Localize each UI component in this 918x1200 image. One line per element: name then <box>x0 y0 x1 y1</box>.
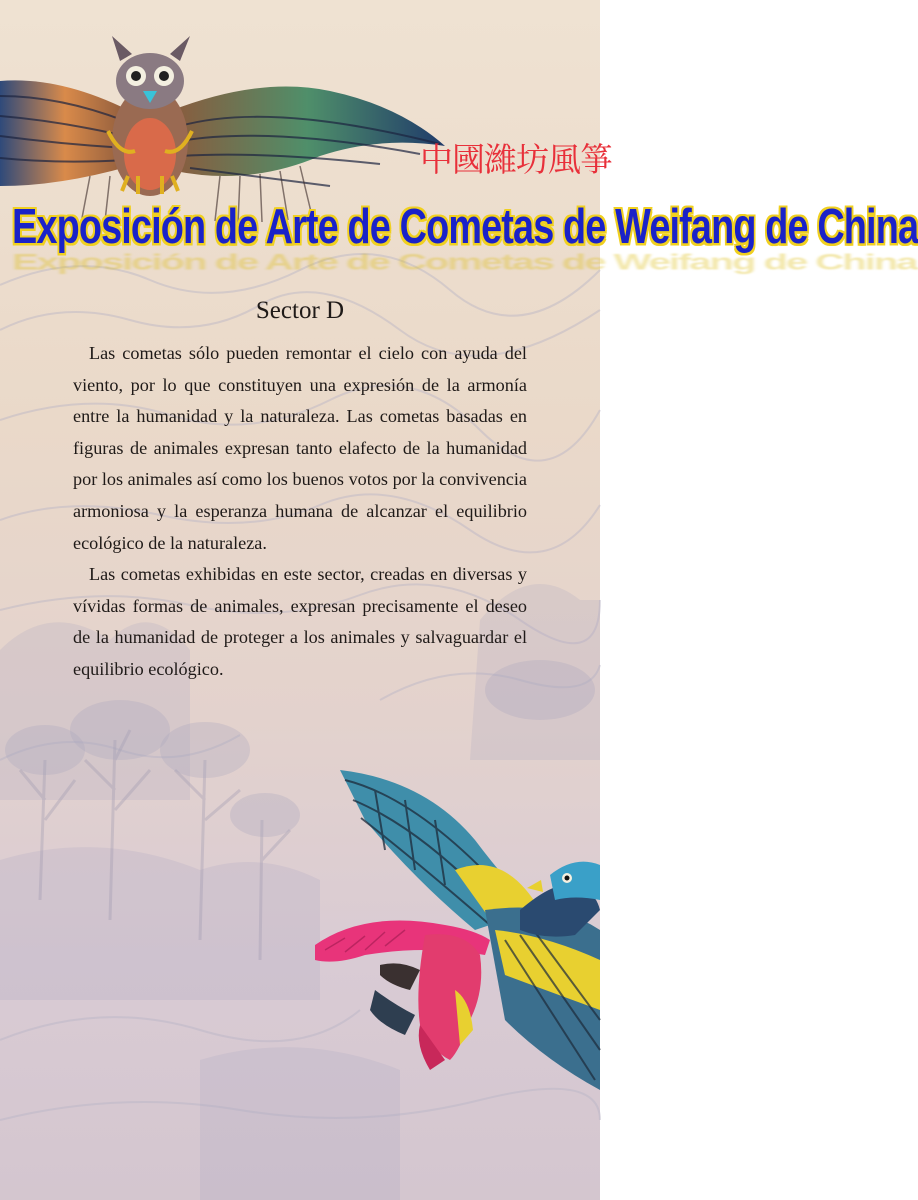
spanish-title-reflection: Exposición de Arte de Cometas de Weifang de China <box>12 250 917 275</box>
bird-kite-image <box>305 760 600 1090</box>
chinese-title: 中國濰坊風箏 <box>420 140 612 179</box>
paragraph: Las cometas sólo pueden remontar el cielo con ayuda del viento, por lo que constituyen una expresión de la armonía entre la humanidad y la naturaleza. Las cometas basadas en figuras de animales expresan tanto elafecto de la humanidad por los animales así como los buenos votos por la convivencia armoniosa y la esperanza humana de alcanzar el equilibrio ecológico de la naturaleza. <box>73 343 527 553</box>
paragraph: Las cometas exhibidas en este sector, creadas en diversas y vívidas formas de animales, expresan precisamente el deseo de la humanidad de proteger a los animales y salvaguardar el equilibrio ecológico. <box>73 564 527 679</box>
body-text <box>73 338 527 686</box>
spanish-title: Exposición de Arte de Cometas de Weifang de China <box>12 199 918 255</box>
sector-heading: Sector D <box>255 297 345 324</box>
